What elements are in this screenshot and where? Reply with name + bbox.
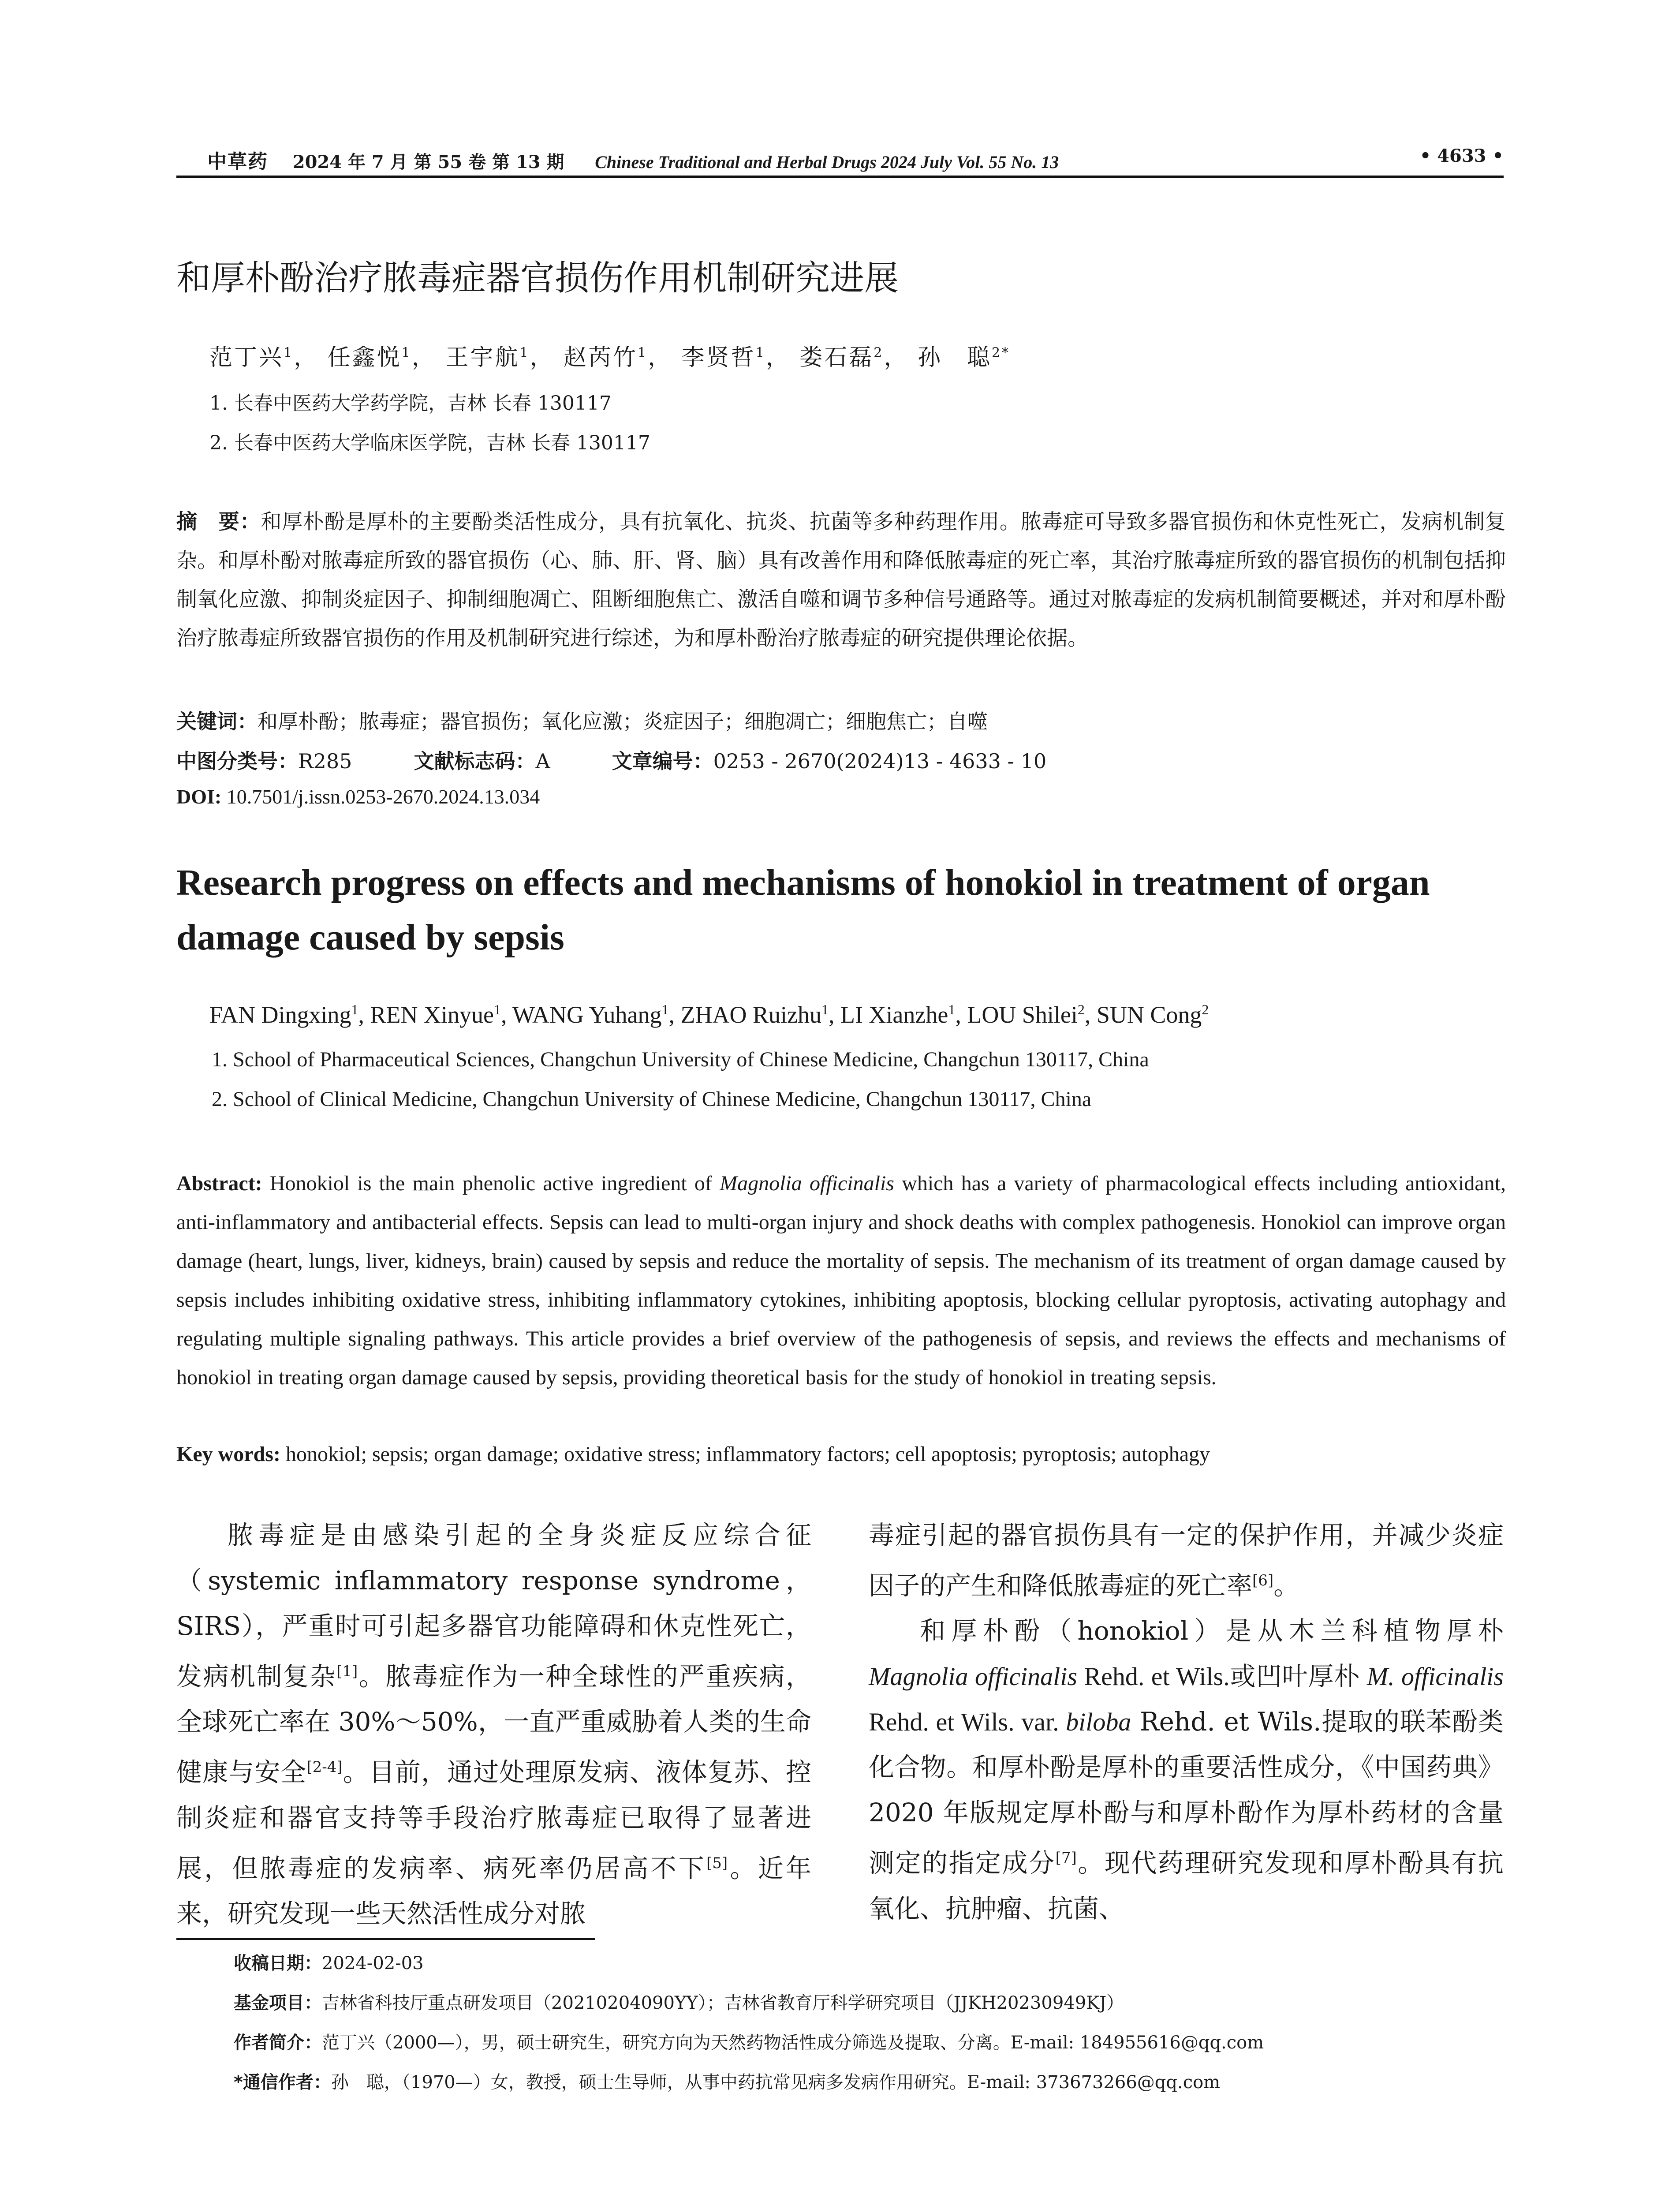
author-cn: 范丁兴$^1$， <box>209 344 319 371</box>
author-cn: 任鑫悦$^1$， <box>327 344 437 371</box>
issue-info-cn: 2024 年 7 月 第 55 卷 第 13 期 <box>292 152 564 172</box>
doi-line <box>176 785 540 808</box>
authors-en <box>209 1001 1209 1028</box>
author-en: ZHAO Ruizhu$^1$, <box>680 1002 840 1028</box>
footnote-divider <box>176 1938 595 1940</box>
title-cn: 和厚朴酚治疗脓毒症器官损伤作用机制研究进展 <box>176 258 899 298</box>
abstract-cn-label: 摘 要： <box>176 510 261 534</box>
affiliation-en-2: 2. School of Clinical Medicine, Changchun University of Chinese Medicine, Changchun 130117, China <box>212 1088 1092 1111</box>
species-name: Magnolia officinalis <box>720 1172 894 1195</box>
author-en: REN Xinyue$^1$, <box>370 1002 513 1028</box>
abstract-cn <box>176 503 1506 658</box>
author-cn: 赵芮竹$^1$， <box>563 344 673 371</box>
clc-label: 中图分类号： <box>176 749 298 773</box>
keywords-cn <box>176 706 988 735</box>
abstract-en <box>176 1164 1506 1397</box>
citation[interactable]: [6] <box>1252 1572 1274 1589</box>
keywords-en-text: honokiol; sepsis; organ damage; oxidative stress; inflammatory factors; cell apoptosis; pyroptosis; autophagy <box>285 1443 1210 1466</box>
footnote-received: 收稿日期：2024-02-03 <box>234 1953 424 1973</box>
doc-code-label: 文献标志码： <box>414 749 536 773</box>
keywords-cn-label: 关键词： <box>176 710 258 733</box>
author-en: WANG Yuhang$^1$, <box>512 1002 681 1028</box>
running-header <box>207 146 1059 174</box>
header-divider <box>176 176 1504 178</box>
authors-cn <box>209 339 1010 372</box>
keywords-cn-text: 和厚朴酚；脓毒症；器官损伤；氧化应激；炎症因子；细胞凋亡；细胞焦亡；自噬 <box>258 710 988 733</box>
abstract-en-label: Abstract: <box>176 1172 262 1195</box>
body-column-right <box>869 1513 1504 1932</box>
article-no-value: 0253 - 2670(2024)13 - 4633 - 10 <box>713 749 1047 773</box>
page-number: • 4633 • <box>1419 146 1504 166</box>
author-cn: 王宇航$^1$， <box>445 344 555 371</box>
journal-name-cn: 中草药 <box>207 150 268 173</box>
body-column-left <box>176 1513 811 1936</box>
doi-value[interactable]: 10.7501/j.issn.0253-2670.2024.13.034 <box>226 785 540 808</box>
author-en: SUN Cong$^2$ <box>1096 1002 1209 1028</box>
keywords-en-label: Key words: <box>176 1443 280 1466</box>
body-paragraph: 脓毒症是由感染引起的全身炎症反应综合征（systemic inflammatory response syndrome，SIRS），严重时可引起多器官功能障碍和休克性死亡，发病机制复杂[1]。脓毒症作为一种全球性的严重疾病，全球死亡率在 30%～50%，一直严重威胁着人类的生命健康与安全[2-4]。目前，通过处理原发病、液体复苏、控制炎症和器官支持等手段治疗脓毒症已取得了显著进展，但脓毒症的发病率、病死率仍居高不下[5]。近年来，研究发现一些天然活性成分对脓 <box>176 1520 811 1928</box>
author-cn: 李贤哲$^1$， <box>681 344 791 371</box>
footnote-corresponding: *通信作者：孙 聪，（1970—）女，教授，硕士生导师，从事中药抗常见病多发病作用研究。E-mail: 373673266@qq.com <box>234 2072 1221 2093</box>
citation[interactable]: [7] <box>1055 1849 1077 1867</box>
title-en: Research progress on effects and mechanisms of honokiol in treatment of organ damage caused by sepsis <box>176 862 1430 958</box>
footnote-funding: 基金项目：吉林省科技厅重点研发项目（20210204090YY）；吉林省教育厅科学研究项目（JJKH20230949KJ） <box>234 1993 1124 2013</box>
author-cn: 孙 聪$^{2*}$ <box>917 344 1011 371</box>
keywords-en <box>176 1442 1210 1466</box>
author-en: LOU Shilei$^2$, <box>967 1002 1097 1028</box>
journal-info-en: Chinese Traditional and Herbal Drugs 2024 July Vol. 55 No. 13 <box>595 152 1059 172</box>
clc-value: R285 <box>298 749 352 773</box>
affiliation-cn-2: 2. 长春中医药大学临床医学院，吉林 长春 130117 <box>209 432 650 454</box>
citation[interactable]: [2-4] <box>306 1758 343 1776</box>
abstract-en-text: which has a variety of pharmacological effects including antioxidant, anti-inflammatory and antibacterial effects. Sepsis can lead to multi-organ injury and shock deaths with complex pathogenesis. Honokiol can improve organ damage (heart, lungs, liver, kidneys, brain) caused by sepsis and reduce the mortality of sepsis. The mechanism of its treatment of organ damage caused by sepsis includes inhibiting oxidative stress, inhibiting inflammatory cytokines, inhibiting apoptosis, blocking cellular pyroptosis, activating autophagy and regulating multiple signaling pathways. This article provides a brief overview of the pathogenesis of sepsis, and reviews the effects and mechanisms of honokiol in treating organ damage caused by sepsis, providing theoretical basis for the study of honokiol in treating sepsis. <box>176 1172 1506 1389</box>
affiliation-cn-1: 1. 长春中医药大学药学院，吉林 长春 130117 <box>209 392 612 415</box>
citation[interactable]: [1] <box>336 1663 358 1680</box>
affiliation-en-1: 1. School of Pharmaceutical Sciences, Changchun University of Chinese Medicine, Changchun 130117, China <box>212 1048 1149 1071</box>
author-en: FAN Dingxing$^1$, <box>209 1002 370 1028</box>
abstract-en-text: Honokiol is the main phenolic active ingredient of <box>269 1172 720 1195</box>
abstract-cn-text: 和厚朴酚是厚朴的主要酚类活性成分，具有抗氧化、抗炎、抗菌等多种药理作用。脓毒症可导致多器官损伤和休克性死亡，发病机制复杂。和厚朴酚对脓毒症所致的器官损伤（心、肺、肝、肾、脑）具有改善作用和降低脓毒症的死亡率，其治疗脓毒症所致的器官损伤的机制包括抑制氧化应激、抑制炎症因子、抑制细胞凋亡、阻断细胞焦亡、激活自噬和调节多种信号通路等。通过对脓毒症的发病机制简要概述，并对和厚朴酚治疗脓毒症所致器官损伤的作用及机制研究进行综述，为和厚朴酚治疗脓毒症的研究提供理论依据。 <box>176 510 1506 650</box>
footnote-author-bio: 作者简介：范丁兴（2000—），男，硕士研究生，研究方向为天然药物活性成分筛选及提取、分离。E-mail: 184955616@qq.com <box>234 2033 1264 2053</box>
doi-label: DOI: <box>176 785 222 808</box>
article-no-label: 文章编号： <box>612 749 713 773</box>
doc-code-value: A <box>535 749 550 773</box>
body-paragraph: 和厚朴酚（honokiol）是从木兰科植物厚朴 Magnolia officinalis Rehd. et Wils.或凹叶厚朴 M. officinalis Rehd. et Wils. var. biloba Rehd. et Wils.提取的联苯酚类化合物。和厚朴酚是厚朴的重要活性成分，《中国药典》2020 年版规定厚朴酚与和厚朴酚作为厚朴药材的含量测定的指定成分[7]。现代药理研究发现和厚朴酚具有抗氧化、抗肿瘤、抗菌、 <box>869 1616 1504 1924</box>
author-cn: 娄石磊$^2$， <box>799 344 909 371</box>
classification-line <box>176 745 1046 774</box>
body-paragraph: 毒症引起的器官损伤具有一定的保护作用，并减少炎症因子的产生和降低脓毒症的死亡率[6]。 <box>869 1520 1504 1601</box>
citation[interactable]: [5] <box>706 1854 728 1872</box>
author-en: LI Xianzhe$^1$, <box>840 1002 967 1028</box>
